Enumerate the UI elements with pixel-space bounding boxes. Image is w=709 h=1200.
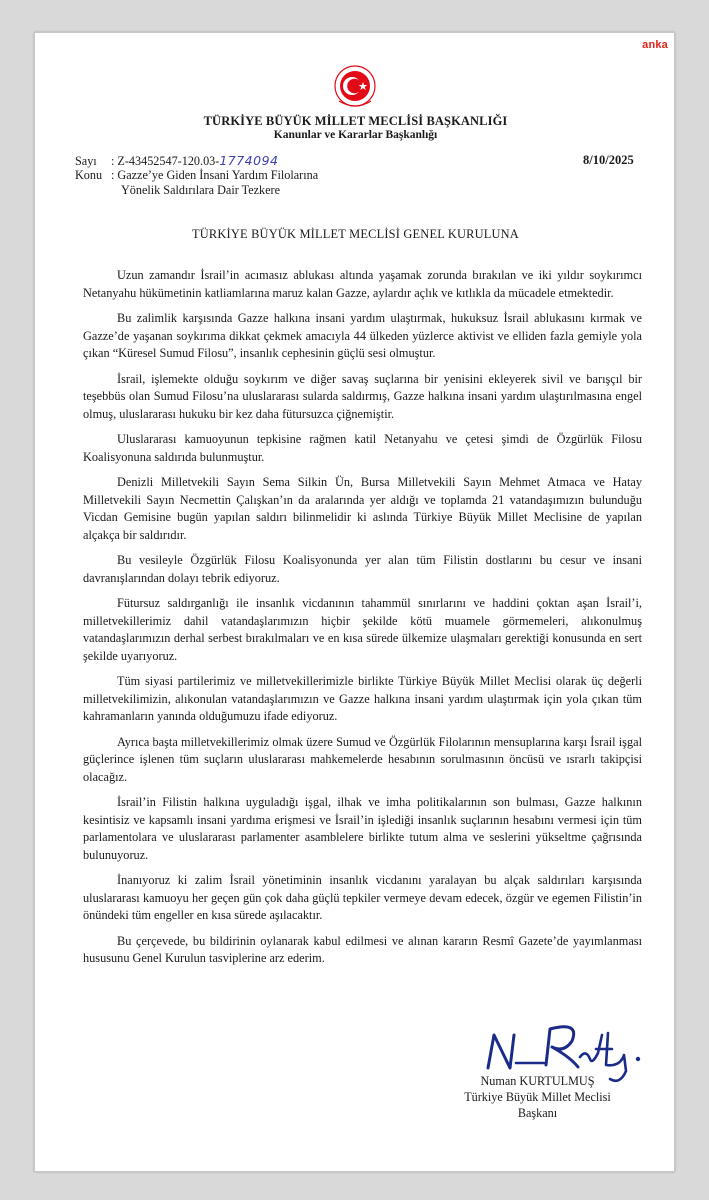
- paragraph: Uluslararası kamuoyunun tepkisine rağmen katil Netanyahu ve çetesi şimdi de Özgürlük Filosu Koalisyonuna saldırıda bulunmuştur.: [83, 432, 642, 464]
- document-body: [83, 267, 642, 976]
- paragraph: Denizli Milletvekili Sayın Sema Silkin Ün, Bursa Milletvekili Sayın Mehmet Atmaca ve Hatay Milletvekili Sayın Necmettin Çalışkan’ın da aralarında yer aldığı ve toplamda 21 vatandaşımızın bulunduğu Vicdan Gemisine bugün yapılan saldırı bilinmelidir ki aslında Türkiye Büyük Millet Meclisine de yapılan alçakça bir saldırıdır.: [83, 475, 642, 542]
- signatory-name: Numan KURTULMUŞ: [480, 1074, 595, 1088]
- signatory-title-line1: Türkiye Büyük Millet Meclisi: [464, 1090, 611, 1104]
- paragraph: Bu vesileyle Özgürlük Filosu Koalisyonunda yer alan tüm Filistin dostlarını bu cesur ve insani davranışlarından dolayı tebrik ediyoruz.: [83, 553, 642, 585]
- document-page: [34, 32, 675, 1172]
- paragraph: İsrail, işlemekte olduğu soykırım ve diğer savaş suçlarına bir yenisini ekleyerek sivil ve barışçıl bir teşebbüs olan Sumud Filosu’na uluslararası sularda saldırmış, Gazze halkına insani yardım ulaştırılmasına engel olmuş, uluslararası hukuku bir kez daha fütursuzca çiğnemiştir.: [83, 371, 642, 421]
- paragraph: İnanıyoruz ki zalim İsrail yönetiminin insanlık vicdanını yaralayan bu alçak saldırıları karşısında uluslararası kamuoyu her geçen gün çok daha güçlü tepkiler vermeye devam edecek, özgür ve egemen Filistin’in önündeki tüm engeller en kısa sürede aşılacaktır.: [83, 873, 642, 922]
- tbmm-emblem-icon: [330, 65, 380, 111]
- paragraph: Tüm siyasi partilerimiz ve milletvekillerimizle birlikte Türkiye Büyük Millet Meclisi olarak üç değerli milletvekilimizin, alıkonulan vatandaşlarımızın ve Gazze halkına insani yardım ulaştırmak için yola çıkan tüm kahramanların yanında olduğumuzu ifade ediyoruz.: [83, 674, 642, 723]
- paragraph: Fütursuz saldırganlığı ile insanlık vicdanının tahammül sınırlarını ve haddini çoktan aşan İsrail’i, milletvekillerimiz dahil vatandaşlarımızın hiçbir şekilde kötü muamele görmemeleri, alıkonulmuş vatandaşlarımızın derhal serbest bırakılmaları ve en kısa sürede ülkemize ulaşmaları gerektiği konusunda en sert şekilde uyarıyoruz.: [83, 596, 642, 663]
- signatory-title-line2: Başkanı: [517, 1106, 558, 1120]
- paragraph: Uzun zamandır İsrail’in acımasız ablukası altında yaşamak zorunda bırakılan ve iki yıldır soykırımcı Netanyahu hükümetinin katliamlarına maruz kalan Gazze, aylardır açlık ve kıtlıkla da mücadele etmektedir.: [83, 268, 642, 300]
- paragraph: İsrail’in Filistin halkına uyguladığı işgal, ilhak ve imha politikalarının son bulması, Gazze halkının kesintisiz ve kapsamlı insani yardıma erişmesi ve İsrail’in işlediği insanlık suçlarının hesabını vermesi için tüm parlamentolara ve uluslararası parlamenter asamblelere birlikte tutum alma ve seslerini yükseltme çağrısında bulunuyoruz.: [83, 795, 642, 862]
- sayi-label: Sayı: [75, 154, 97, 168]
- reference-line: [75, 153, 279, 169]
- sayi-value: : Z-43452547-120.03-: [111, 154, 220, 168]
- institution-name: TÜRKİYE BÜYÜK MİLLET MECLİSİ BAŞKANLIĞI: [203, 114, 508, 128]
- konu-value-line2: Yönelik Saldırılara Dair Tezkere: [121, 183, 280, 197]
- paragraph: Bu çerçevede, bu bildirinin oylanarak kabul edilmesi ve alınan kararın Resmî Gazete’de yayımlanması hususunu Genel Kurulun tasviplerine arz ederim.: [83, 933, 642, 965]
- konu-value-line1: : Gazze’ye Giden İnsani Yardım Filolarına: [111, 168, 319, 182]
- document-date: 8/10/2025: [583, 153, 634, 167]
- subject-line: [75, 168, 318, 183]
- addressee-heading: TÜRKİYE BÜYÜK MİLLET MECLİSİ GENEL KURULUNA: [192, 227, 519, 241]
- paragraph: Bu zalimlik karşısında Gazze halkına insani yardım ulaştırmak, hukuksuz İsrail ablukasını kırmak ve Gazze’de yaşanan soykırıma dikkat çekmek amacıyla 44 ülkeden yüzlerce aktivist ve elliden fazla gemiyle yola çıkan “Küresel Sumud Filosu”, insanlık cephesinin güçlü sesi olmuştur.: [83, 311, 642, 360]
- sayi-handwritten-number: 1774094: [219, 153, 279, 168]
- paragraph: Ayrıca başta milletvekillerimiz olmak üzere Sumud ve Özgürlük Filolarının mensuplarına karşı İsrail işgal güçlerince işlenen tüm suçların uluslararası mahkemelerde hesabının sorulmasının öncüsü ve ısrarlı takipçisi olacağız.: [83, 734, 642, 784]
- watermark-logo: anka: [642, 39, 668, 51]
- department-name: Kanunlar ve Kararlar Başkanlığı: [273, 129, 438, 141]
- konu-label: Konu: [75, 168, 103, 182]
